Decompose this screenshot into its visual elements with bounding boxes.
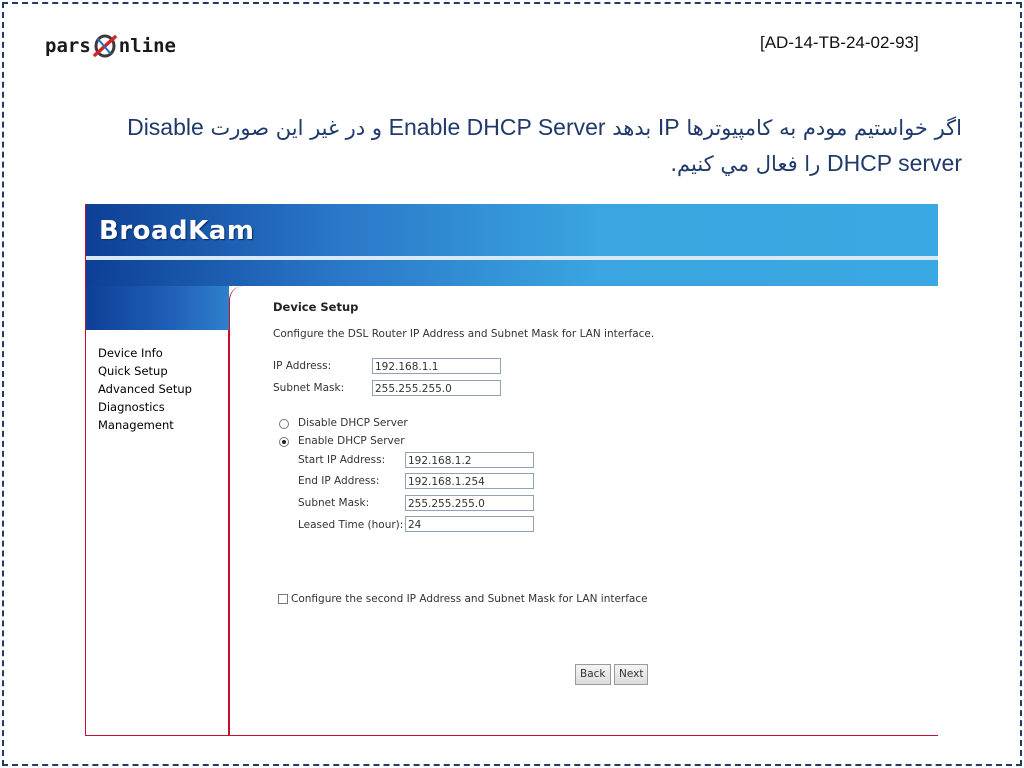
caption-text: اگر خواستیم مودم به کامپیوترها <box>686 116 962 140</box>
sidebar-item-diagnostics[interactable]: Diagnostics <box>98 400 165 414</box>
parsonline-logo <box>45 30 176 62</box>
logo-text-right: nline <box>118 35 176 57</box>
caption-dhcp-server: DHCP server <box>826 150 962 176</box>
sidebar-header <box>86 286 229 330</box>
disable-dhcp-label: Disable DHCP Server <box>298 417 408 429</box>
page-title: Device Setup <box>273 300 359 314</box>
back-button[interactable]: Back <box>575 664 611 685</box>
sidebar-item-advanced-setup[interactable]: Advanced Setup <box>98 382 192 396</box>
page-description: Configure the DSL Router IP Address and Subnet Mask for LAN interface. <box>273 328 655 340</box>
start-ip-input[interactable]: 192.168.1.2 <box>405 452 534 468</box>
caption-line-1 <box>100 114 962 141</box>
caption-ip: IP <box>657 114 680 140</box>
ip-address-label: IP Address: <box>273 360 332 372</box>
document-code: [AD-14-TB-24-02-93] <box>760 33 919 52</box>
subnet-mask-input[interactable]: 255.255.255.0 <box>372 380 501 396</box>
caption-enable: Enable DHCP Server <box>388 114 606 140</box>
enable-dhcp-label: Enable DHCP Server <box>298 435 405 447</box>
header-banner <box>86 204 938 256</box>
disable-dhcp-radio[interactable] <box>279 419 289 429</box>
caption-text: را فعال مي كنيم. <box>670 152 821 176</box>
next-button[interactable]: Next <box>614 664 648 685</box>
caption-text: و در غیر این صورت <box>210 116 382 140</box>
end-ip-input[interactable]: 192.168.1.254 <box>405 473 534 489</box>
caption-line-2 <box>100 150 962 177</box>
sidebar-nav <box>86 330 229 735</box>
caption-disable: Disable <box>127 114 204 140</box>
enable-dhcp-radio[interactable] <box>279 437 289 447</box>
sidebar-item-quick-setup[interactable]: Quick Setup <box>98 364 168 378</box>
second-ip-checkbox[interactable] <box>278 594 288 604</box>
end-ip-label: End IP Address: <box>298 475 380 487</box>
logo-text-left: pars <box>45 35 91 57</box>
lease-time-input[interactable]: 24 <box>405 516 534 532</box>
dhcp-subnet-mask-input[interactable]: 255.255.255.0 <box>405 495 534 511</box>
router-web-ui <box>85 204 938 736</box>
ip-address-input[interactable]: 192.168.1.1 <box>372 358 501 374</box>
subnet-mask-label: Subnet Mask: <box>273 382 345 394</box>
lease-time-label: Leased Time (hour): <box>298 519 404 531</box>
dhcp-subnet-mask-label: Subnet Mask: <box>298 497 370 509</box>
start-ip-label: Start IP Address: <box>298 454 386 466</box>
sidebar-item-management[interactable]: Management <box>98 418 174 432</box>
second-ip-checkbox-label: Configure the second IP Address and Subnet Mask for LAN interface <box>291 593 648 605</box>
logo-swirl-icon <box>92 33 118 59</box>
header-band <box>86 260 938 286</box>
brand-logo: BroadKam <box>99 216 255 246</box>
caption-text: بدهد <box>612 116 652 140</box>
sidebar-item-device-info[interactable]: Device Info <box>98 346 163 360</box>
